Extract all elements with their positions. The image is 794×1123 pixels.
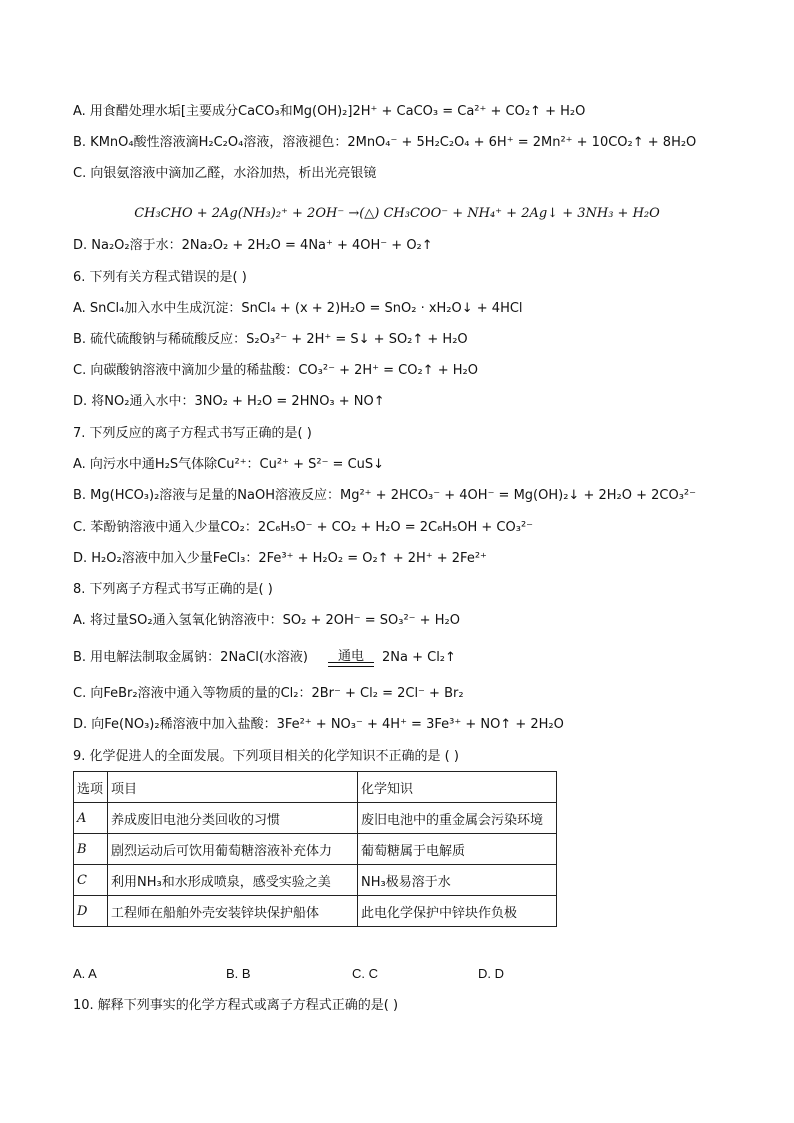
q8-option-b: B. 用电解法制取金属钠：2NaCl(水溶液) (73, 650, 308, 665)
row-project: 工程师在船舶外壳安装锌块保护船体 (108, 896, 358, 927)
q6-option-c: C. 向碳酸钠溶液中滴加少量的稀盐酸：CO₃²⁻ + 2H⁺ = CO₂↑ + H₂O (73, 363, 478, 378)
answer-option-d: D. D (478, 966, 504, 981)
row-option: A (74, 803, 108, 834)
q7-option-a: A. 向污水中通H₂S气体除Cu²⁺：Cu²⁺ + S²⁻ = CuS↓ (73, 457, 385, 472)
q8-option-b-products: 2Na + Cl₂↑ (382, 650, 456, 665)
q6-option-d: D. 将NO₂通入水中：3NO₂ + H₂O = 2HNO₃ + NO↑ (73, 394, 385, 409)
q8-option-d: D. 向Fe(NO₃)₂稀溶液中加入盐酸：3Fe²⁺ + NO₃⁻ + 4H⁺ = 3Fe³⁺ + NO↑ + 2H₂O (73, 717, 564, 732)
q6-option-b: B. 硫代硫酸钠与稀硫酸反应：S₂O₃²⁻ + 2H⁺ = S↓ + SO₂↑ + H₂O (73, 332, 468, 347)
table-row (74, 865, 557, 896)
row-project: 养成废旧电池分类回收的习惯 (108, 803, 358, 834)
option-a-line: A. 用食醋处理水垢[主要成分CaCO₃和Mg(OH)₂]2H⁺ + CaCO₃ = Ca²⁺ + CO₂↑ + H₂O (73, 104, 586, 119)
q6-option-a: A. SnCl₄加入水中生成沉淀：SnCl₄ + (x + 2)H₂O = SnO₂ · xH₂O↓ + 4HCl (73, 301, 523, 316)
question-7: 7. 下列反应的离子方程式书写正确的是( ) (73, 426, 312, 441)
q8-option-a: A. 将过量SO₂通入氢氧化钠溶液中：SO₂ + 2OH⁻ = SO₃²⁻ + H₂O (73, 613, 460, 628)
question-10: 10. 解释下列事实的化学方程式或离子方程式正确的是( ) (73, 998, 399, 1013)
row-project: 利用NH₃和水形成喷泉，感受实验之美 (108, 865, 358, 896)
header-knowledge: 化学知识 (358, 772, 557, 803)
row-knowledge: 此电化学保护中锌块作负极 (358, 896, 557, 927)
table-row (74, 834, 557, 865)
question-6: 6. 下列有关方程式错误的是( ) (73, 270, 247, 285)
question-8: 8. 下列离子方程式书写正确的是( ) (73, 582, 273, 597)
table-row (74, 896, 557, 927)
table-row (74, 803, 557, 834)
answer-option-c: C. C (352, 966, 378, 981)
q8-option-c: C. 向FeBr₂溶液中通入等物质的量的Cl₂：2Br⁻ + Cl₂ = 2Cl⁻ + Br₂ (73, 686, 464, 701)
question-9-table (73, 771, 557, 927)
equation-line: CH₃CHO + 2Ag(NH₃)₂⁺ + 2OH⁻ →(△) CH₃COO⁻ + NH₄⁺ + 2Ag↓ + 3NH₃ + H₂O (134, 206, 660, 221)
table-header-row (74, 772, 557, 803)
equals-arrow (328, 662, 374, 667)
answer-option-a: A. A (73, 966, 97, 981)
answer-option-b: B. B (226, 966, 251, 981)
option-b-line: B. KMnO₄酸性溶液滴H₂C₂O₄溶液，溶液褪色：2MnO₄⁻ + 5H₂C₂O₄ + 6H⁺ = 2Mn²⁺ + 10CO₂↑ + 8H₂O (73, 135, 697, 150)
header-option: 选项 (74, 772, 108, 803)
row-option: D (74, 896, 108, 927)
row-knowledge: 废旧电池中的重金属会污染环境 (358, 803, 557, 834)
q7-option-d: D. H₂O₂溶液中加入少量FeCl₃：2Fe³⁺ + H₂O₂ = O₂↑ + 2H⁺ + 2Fe²⁺ (73, 551, 487, 566)
row-option: B (74, 834, 108, 865)
option-d-line: D. Na₂O₂溶于水：2Na₂O₂ + 2H₂O = 4Na⁺ + 4OH⁻ + O₂↑ (73, 238, 433, 253)
row-knowledge: 葡萄糖属于电解质 (358, 834, 557, 865)
option-c-line: C. 向银氨溶液中滴加乙醛，水浴加热，析出光亮银镜 (73, 166, 377, 181)
q7-option-b: B. Mg(HCO₃)₂溶液与足量的NaOH溶液反应：Mg²⁺ + 2HCO₃⁻ + 4OH⁻ = Mg(OH)₂↓ + 2H₂O + 2CO₃²⁻ (73, 488, 696, 503)
row-project: 剧烈运动后可饮用葡萄糖溶液补充体力 (108, 834, 358, 865)
question-9: 9. 化学促进人的全面发展。下列项目相关的化学知识不正确的是 ( ) (73, 749, 459, 764)
header-project: 项目 (108, 772, 358, 803)
electrolysis-condition: 通电 (328, 645, 374, 664)
row-option: C (74, 865, 108, 896)
q7-option-c: C. 苯酚钠溶液中通入少量CO₂：2C₆H₅O⁻ + CO₂ + H₂O = 2C₆H₅OH + CO₃²⁻ (73, 520, 534, 535)
row-knowledge: NH₃极易溶于水 (358, 865, 557, 896)
